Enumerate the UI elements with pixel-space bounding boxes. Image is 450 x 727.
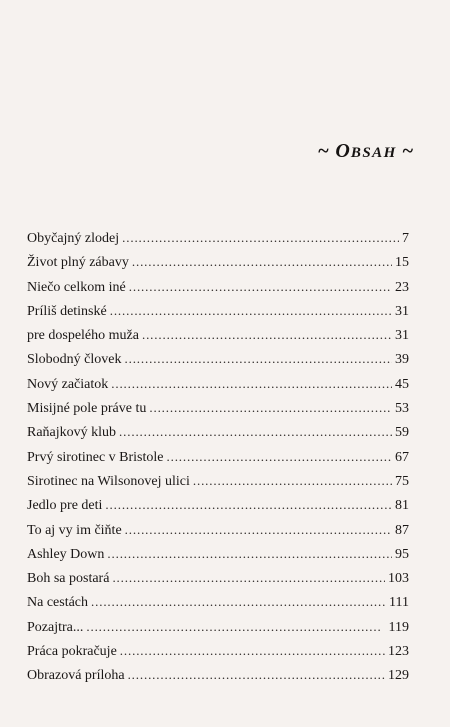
toc-entry-page-number: 119 [388,619,409,635]
toc-dot-leader [107,544,392,564]
toc-entry-title: Jedlo pre deti [27,498,103,514]
toc-entry-page-number: 15 [395,255,409,271]
toc-entry-page-number: 95 [395,546,409,562]
toc-entry-title: Prvý sirotinec v Bristole [27,449,164,465]
toc-entry-page-number: 31 [395,303,409,319]
toc-entry [27,617,409,641]
toc-dot-leader [132,252,392,272]
toc-entry-page-number: 75 [395,473,409,489]
toc-entry-title: pre dospelého muža [27,328,139,344]
toc-dot-leader [193,471,392,491]
title-rest: BSAH [350,145,397,161]
toc-entry-page-number: 7 [402,231,409,246]
toc-entry-title: Ashley Down [27,546,105,562]
toc-entry-page-number: 39 [395,352,409,368]
toc-entry-page-number: 53 [395,401,409,417]
toc-entry-title: Niečo celkom iné [27,279,126,295]
toc-entry [27,592,409,616]
toc-entry-title: Práca pokračuje [27,644,117,660]
toc-dot-leader [128,665,385,685]
toc-entry-title: To aj vy im čiňte [27,522,122,538]
toc-dot-leader [122,228,399,248]
toc-dot-leader [111,374,392,394]
toc-entry-page-number: 45 [395,376,409,392]
toc-entry [27,325,409,349]
toc-entry-page-number: 81 [395,498,409,514]
toc-dot-leader [129,277,392,297]
toc-entry [27,252,409,276]
toc-entry [27,641,409,665]
toc-entry [27,277,409,301]
toc-entry-page-number: 67 [395,449,409,465]
toc-dot-leader [125,349,393,369]
toc-dot-leader [105,495,392,515]
toc-entry [27,422,409,446]
toc-entry [27,398,409,422]
toc-dot-leader [142,325,392,345]
toc-dot-leader [110,301,392,321]
toc-dot-leader [167,447,393,467]
toc-entry-title: Raňajkový klub [27,425,117,441]
toc-entry-title: Obrazová príloha [27,668,125,684]
toc-entry-title: Sirotinec na Wilsonovej ulici [27,473,190,489]
toc-entry-page-number: 23 [395,279,409,295]
toc-entry [27,447,409,471]
page-title [318,140,414,163]
toc-entry-page-number: 123 [388,644,409,660]
toc-entry-page-number: 111 [389,595,409,611]
toc-entry-page-number: 103 [388,571,409,587]
toc-entry-page-number: 31 [395,328,409,344]
toc-entry [27,471,409,495]
toc-entry-title: Pozajtra... [27,619,84,635]
toc-entry [27,374,409,398]
toc-entry [27,349,409,373]
toc-entry-page-number: 59 [395,425,409,441]
toc-dot-leader [91,592,386,612]
toc-entry-title: Život plný zábavy [27,255,129,271]
toc-entry-title: Nový začiatok [27,376,109,392]
title-initial: O [335,140,351,162]
toc-entry [27,520,409,544]
toc-entry-title: Misijné pole práve tu [27,401,147,417]
toc-dot-leader [125,520,392,540]
toc-entry [27,665,409,689]
toc-entry-title: Príliš detinské [27,303,107,319]
toc-dot-leader [120,641,385,661]
toc-entry-title: Slobodný človek [27,352,122,368]
toc-entry [27,568,409,592]
toc-dot-leader [119,422,392,442]
toc-dot-leader [86,617,385,637]
toc-entry [27,544,409,568]
toc-entry-title: Na cestách [27,595,89,611]
toc-entry-title: Obyčajný zlodej [27,231,120,246]
toc-entry [27,495,409,519]
tilde-right-ornament: ~ [402,140,414,162]
table-of-contents [27,228,409,690]
toc-entry-page-number: 129 [388,668,409,684]
toc-dot-leader [149,398,392,418]
toc-entry [27,301,409,325]
toc-entry-page-number: 87 [395,522,409,538]
toc-entry [27,228,409,252]
toc-dot-leader [112,568,385,588]
toc-entry-title: Boh sa postará [27,571,110,587]
tilde-left-ornament: ~ [318,140,330,162]
